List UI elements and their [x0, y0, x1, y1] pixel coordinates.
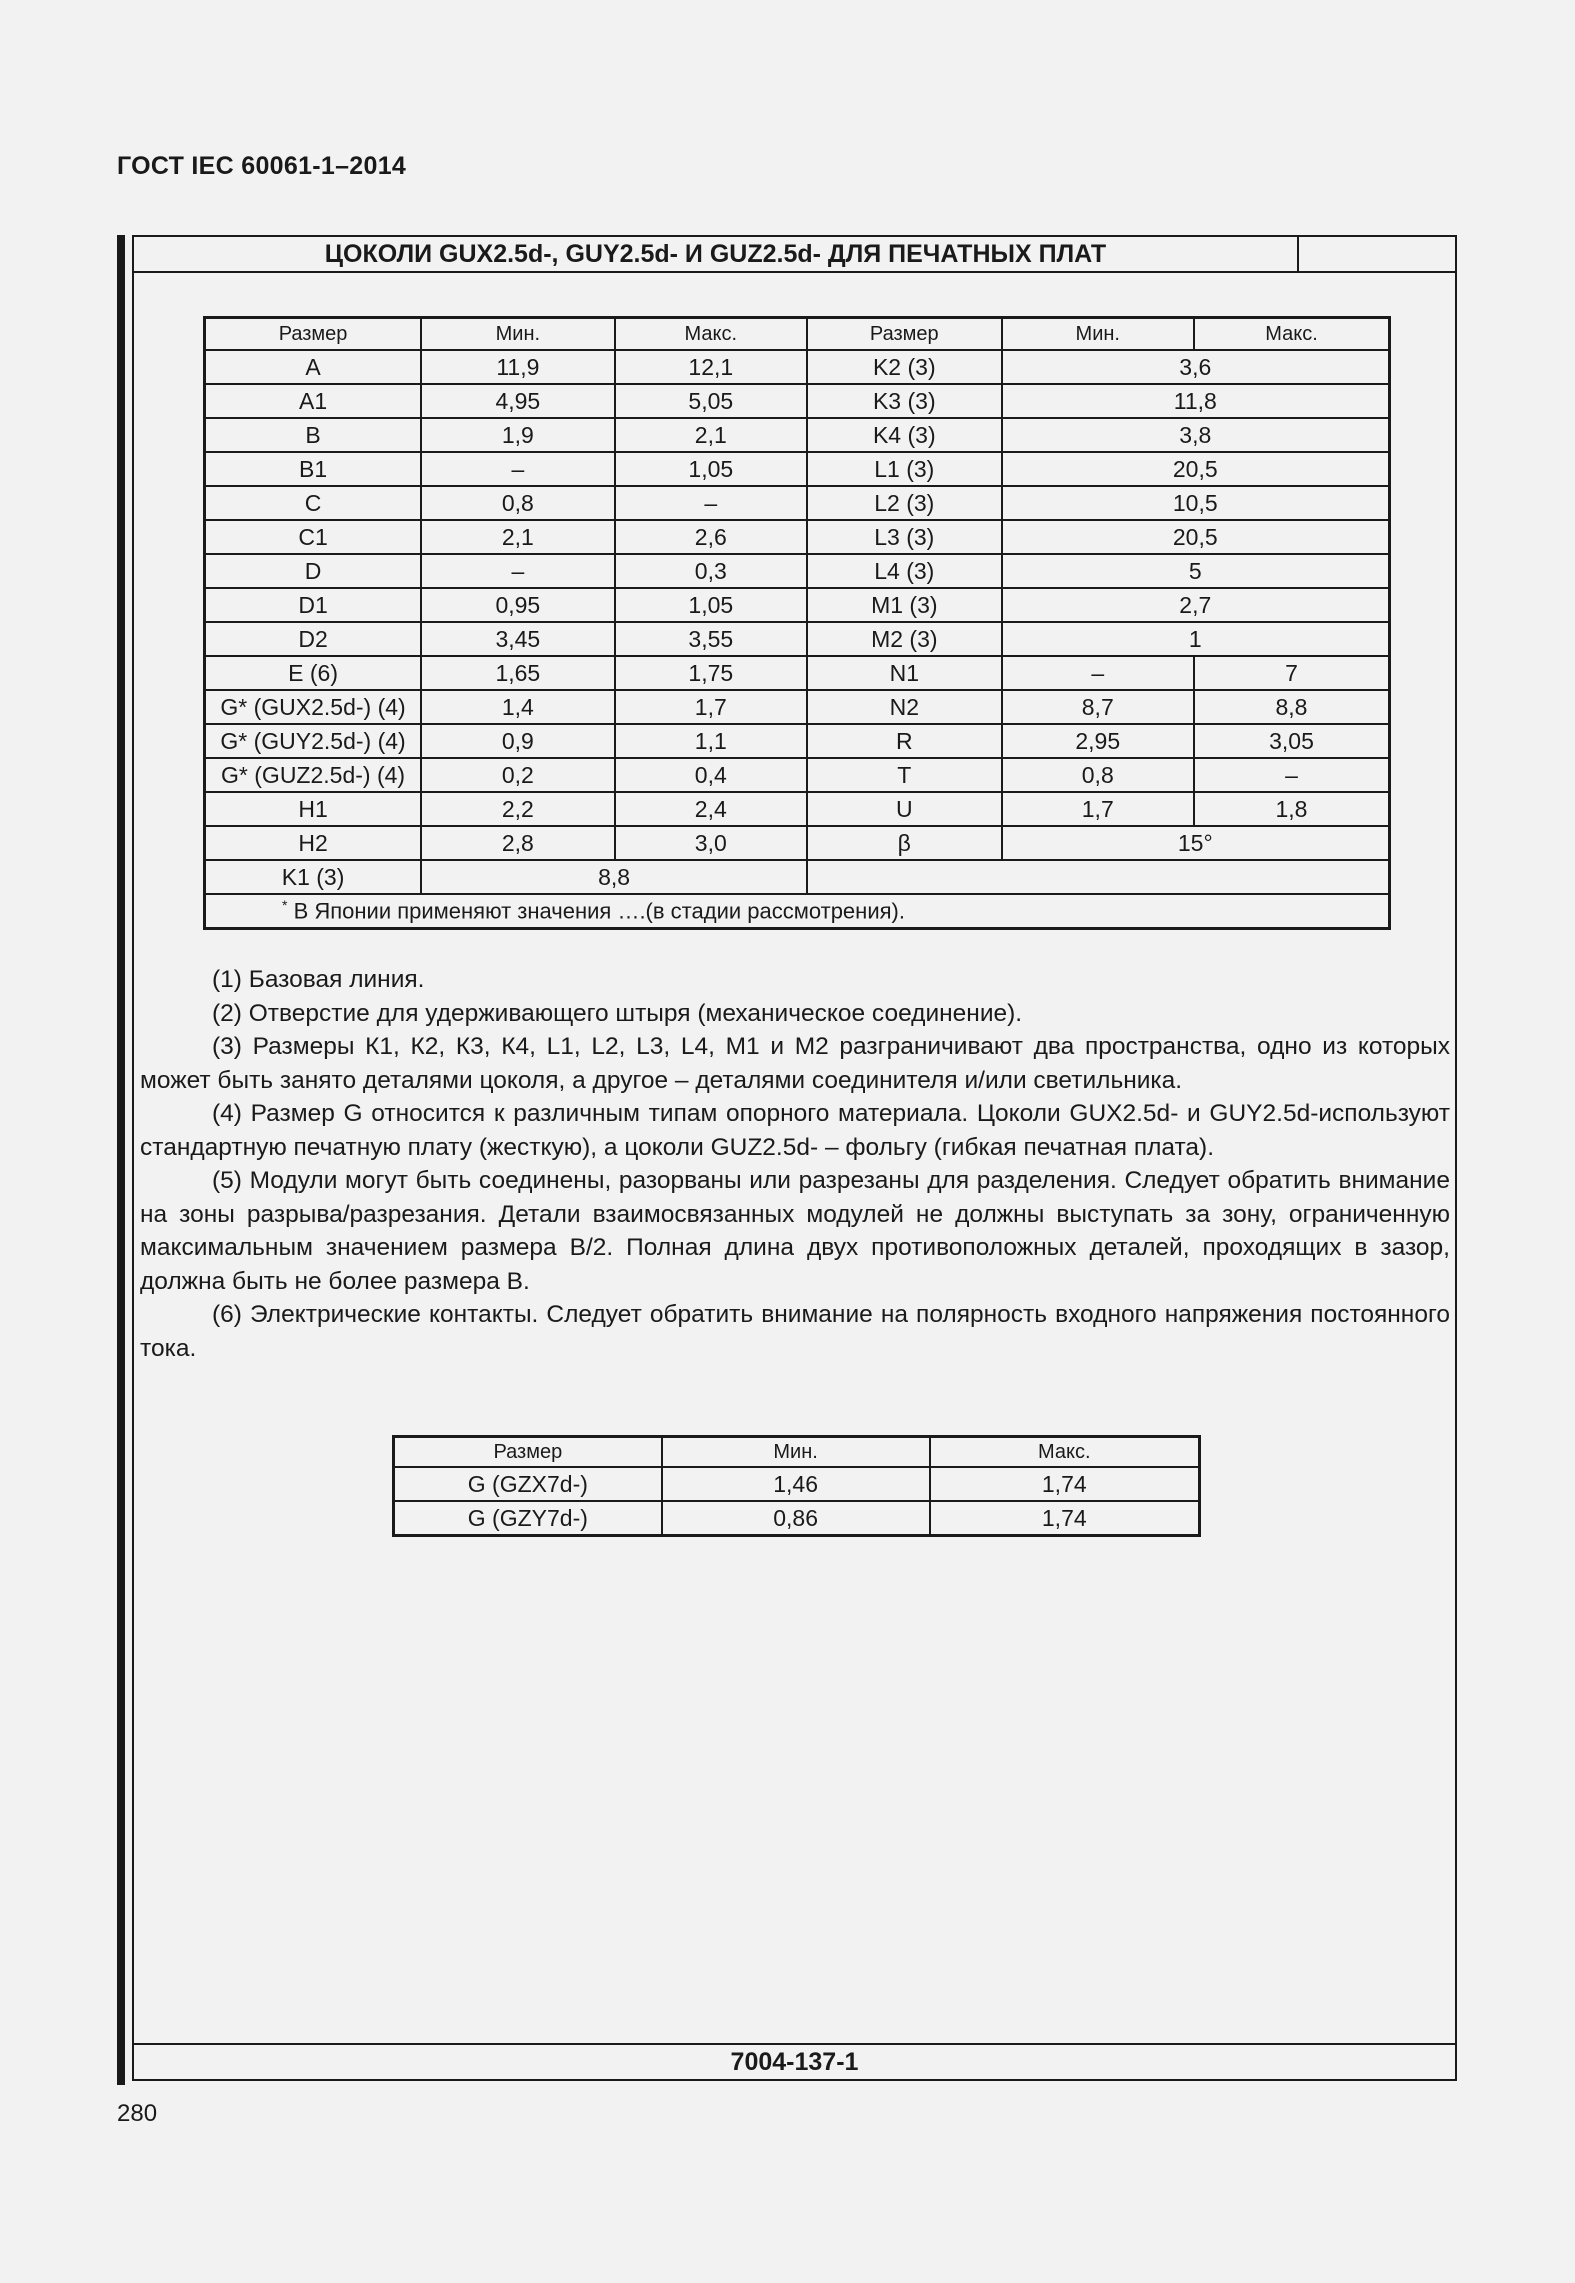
table-row [394, 1467, 1200, 1501]
min-value-cell: 11,9 [421, 350, 614, 384]
header-cell: Макс. [615, 318, 807, 351]
max-value-cell: – [1194, 758, 1390, 792]
table-row [205, 418, 1390, 452]
dimension-name-cell: H2 [205, 826, 422, 860]
table-row [205, 826, 1390, 860]
header-cell: Размер [394, 1437, 662, 1468]
min-value-cell: 0,95 [421, 588, 614, 622]
note-paragraph: (5) Модули могут быть соединены, разорваны или разрезаны для разделения. Следует обратить внимание на зоны разрыва/разрезания. Детали взаимосвязанных модулей не должны выступать за зону, ограниченную максимальным значением размера В/2. Полная длина двух противоположных деталей, проходящих в зазор, должна быть не более размера В. [140, 1167, 1450, 1295]
dimension-name-cell: B [205, 418, 422, 452]
dimension-name-cell: K4 (3) [807, 418, 1002, 452]
dimension-name-cell: C [205, 486, 422, 520]
min-value-cell: 0,9 [421, 724, 614, 758]
table-row [394, 1501, 1200, 1536]
dimension-name-cell: K3 (3) [807, 384, 1002, 418]
value-cell: 11,8 [1002, 384, 1390, 418]
max-value-cell: 1,75 [615, 656, 807, 690]
max-value-cell: 7 [1194, 656, 1390, 690]
table-row [205, 792, 1390, 826]
max-value-cell: 1,05 [615, 452, 807, 486]
frame-side-bar [117, 235, 125, 2085]
table-row [205, 554, 1390, 588]
max-value-cell: 1,8 [1194, 792, 1390, 826]
min-value-cell: 4,95 [421, 384, 614, 418]
max-value-cell: 1,74 [930, 1467, 1200, 1501]
standard-sheet-frame [132, 235, 1457, 2081]
min-value-cell: 1,4 [421, 690, 614, 724]
note-paragraph: (3) Размеры К1, К2, К3, К4, L1, L2, L3, L4, M1 и М2 разграничивают два пространства, одно из которых может быть занято деталями цоколя, а другое – деталями соединителя и/или светильника. [140, 1033, 1450, 1094]
max-value-cell: 3,0 [615, 826, 807, 860]
max-value-cell: 8,8 [1194, 690, 1390, 724]
min-value-cell: 0,8 [421, 486, 614, 520]
dimension-name-cell: A1 [205, 384, 422, 418]
dimension-name-cell: β [807, 826, 1002, 860]
value-cell: 2,7 [1002, 588, 1390, 622]
dimension-name-cell: K2 (3) [807, 350, 1002, 384]
header-cell: Макс. [930, 1437, 1200, 1468]
max-value-cell: 1,7 [615, 690, 807, 724]
max-value-cell: 2,6 [615, 520, 807, 554]
dimensions-table [203, 316, 1391, 930]
value-cell: 20,5 [1002, 452, 1390, 486]
dimension-name-cell: C1 [205, 520, 422, 554]
min-value-cell: 1,9 [421, 418, 614, 452]
dimension-name-cell: N2 [807, 690, 1002, 724]
value-cell: 15° [1002, 826, 1390, 860]
dimension-name-cell: L1 (3) [807, 452, 1002, 486]
g-dimension-table [392, 1435, 1201, 1537]
min-value-cell: 0,8 [1002, 758, 1194, 792]
dimension-name-cell: M1 (3) [807, 588, 1002, 622]
table-row [205, 690, 1390, 724]
table-row [205, 384, 1390, 418]
g-table-header-row [394, 1437, 1200, 1468]
dimension-name-cell: G* (GUX2.5d-) (4) [205, 690, 422, 724]
dimension-name-cell: L2 (3) [807, 486, 1002, 520]
max-value-cell: – [615, 486, 807, 520]
dimensions-header-row [205, 318, 1390, 351]
table-row [205, 622, 1390, 656]
dimension-name-cell: G* (GUY2.5d-) (4) [205, 724, 422, 758]
sheet-title-row [134, 237, 1455, 273]
dimension-name-cell: M2 (3) [807, 622, 1002, 656]
max-value-cell: 2,1 [615, 418, 807, 452]
dimension-name-cell: D2 [205, 622, 422, 656]
min-value-cell: 2,8 [421, 826, 614, 860]
min-value-cell: – [421, 452, 614, 486]
dimension-name-cell: D [205, 554, 422, 588]
document-header: ГОСТ IEC 60061-1–2014 [117, 152, 407, 180]
min-value-cell: 3,45 [421, 622, 614, 656]
footnote-text: В Японии применяют значения ….(в стадии рассмотрения). [287, 898, 905, 924]
max-value-cell: 3,55 [615, 622, 807, 656]
table-row [205, 588, 1390, 622]
value-cell: 3,8 [1002, 418, 1390, 452]
table-row [205, 724, 1390, 758]
footnote-mark: * [282, 897, 288, 914]
dimension-name-cell: B1 [205, 452, 422, 486]
max-value-cell: 0,3 [615, 554, 807, 588]
table-row [205, 520, 1390, 554]
value-cell: 10,5 [1002, 486, 1390, 520]
dimension-name-cell: D1 [205, 588, 422, 622]
dimension-name-cell: G* (GUZ2.5d-) (4) [205, 758, 422, 792]
max-value-cell: 5,05 [615, 384, 807, 418]
dimension-name-cell: R [807, 724, 1002, 758]
min-value-cell: 0,86 [662, 1501, 930, 1536]
dimension-name-cell: T [807, 758, 1002, 792]
header-cell: Размер [807, 318, 1002, 351]
value-cell: 1 [1002, 622, 1390, 656]
empty-cell [807, 860, 1389, 894]
header-cell: Размер [205, 318, 422, 351]
max-value-cell: 0,4 [615, 758, 807, 792]
table-row [205, 486, 1390, 520]
dimension-name-cell: L4 (3) [807, 554, 1002, 588]
note-paragraph: (2) Отверстие для удерживающего штыря (механическое соединение). [212, 999, 1023, 1027]
min-value-cell: 1,7 [1002, 792, 1194, 826]
footnote-cell [205, 894, 1390, 929]
max-value-cell: 3,05 [1194, 724, 1390, 758]
dimension-name-cell: G (GZX7d-) [394, 1467, 662, 1501]
max-value-cell: 1,74 [930, 1501, 1200, 1536]
min-value-cell: 1,65 [421, 656, 614, 690]
table-row [205, 758, 1390, 792]
max-value-cell: 1,1 [615, 724, 807, 758]
dimension-name-cell: H1 [205, 792, 422, 826]
value-cell: 3,6 [1002, 350, 1390, 384]
dimension-name-cell: K1 (3) [205, 860, 422, 894]
dimension-name-cell: L3 (3) [807, 520, 1002, 554]
max-value-cell: 2,4 [615, 792, 807, 826]
header-cell: Мин. [421, 318, 614, 351]
table-row [205, 656, 1390, 690]
min-value-cell: 1,46 [662, 1467, 930, 1501]
table-row [205, 350, 1390, 384]
min-value-cell: 2,1 [421, 520, 614, 554]
value-cell: 5 [1002, 554, 1390, 588]
note-paragraph: (6) Электрические контакты. Следует обратить внимание на полярность входного напряжения постоянного тока. [140, 1301, 1450, 1362]
dimension-name-cell: N1 [807, 656, 1002, 690]
min-value-cell: – [1002, 656, 1194, 690]
min-value-cell: – [421, 554, 614, 588]
min-value-cell: 8,7 [1002, 690, 1194, 724]
value-cell: 20,5 [1002, 520, 1390, 554]
dimension-name-cell: A [205, 350, 422, 384]
header-cell: Мин. [1002, 318, 1194, 351]
header-cell: Макс. [1194, 318, 1390, 351]
sheet-number: 7004-137-1 [134, 2043, 1455, 2079]
note-paragraph: (4) Размер G относится к различным типам опорного материала. Цоколи GUX2.5d- и GUY2.5d-используют стандартную печатную плату (жесткую), а цоколи GUZ2.5d- – фольгу (гибкая печатная плата). [140, 1100, 1450, 1161]
min-value-cell: 2,95 [1002, 724, 1194, 758]
sheet-title: ЦОКОЛИ GUX2.5d-, GUY2.5d- И GUZ2.5d- ДЛЯ ПЕЧАТНЫХ ПЛАТ [134, 237, 1299, 271]
footnote-row [205, 894, 1390, 929]
min-value-cell: 2,2 [421, 792, 614, 826]
notes-section [140, 963, 1450, 1365]
table-row [205, 452, 1390, 486]
header-cell: Мин. [662, 1437, 930, 1468]
table-row [205, 860, 1390, 894]
dimension-name-cell: U [807, 792, 1002, 826]
note-paragraph: (1) Базовая линия. [212, 966, 425, 993]
dimension-name-cell: G (GZY7d-) [394, 1501, 662, 1536]
max-value-cell: 1,05 [615, 588, 807, 622]
page-number: 280 [117, 2100, 158, 2127]
min-value-cell: 0,2 [421, 758, 614, 792]
dimension-name-cell: E (6) [205, 656, 422, 690]
value-cell: 8,8 [421, 860, 807, 894]
max-value-cell: 12,1 [615, 350, 807, 384]
